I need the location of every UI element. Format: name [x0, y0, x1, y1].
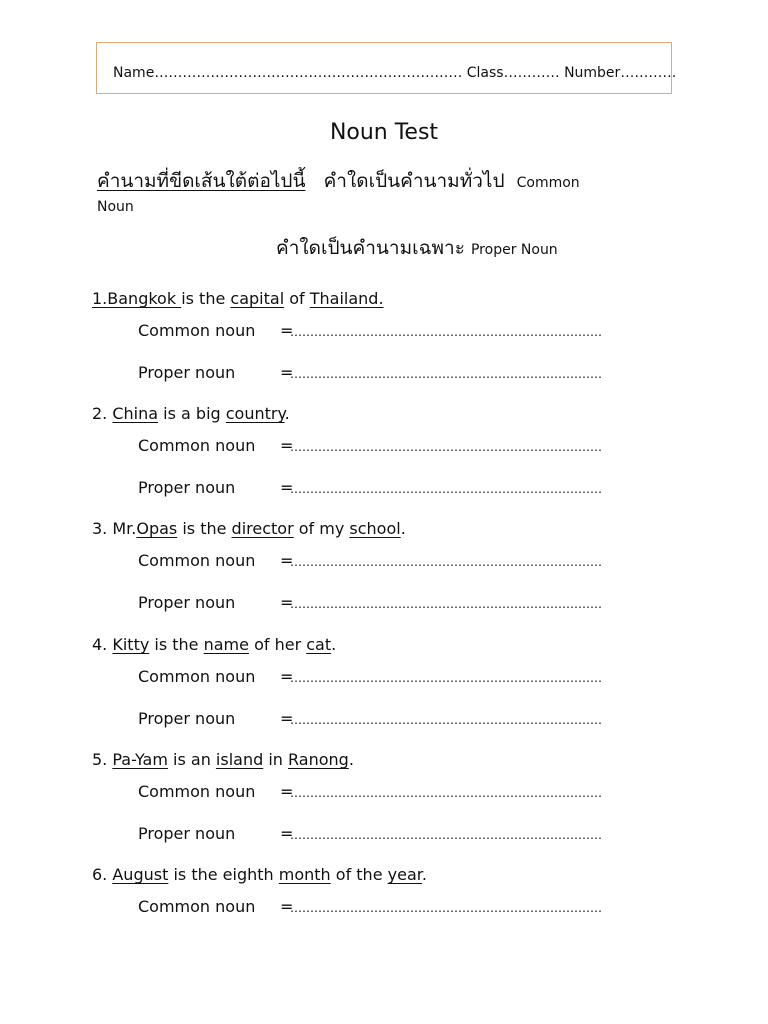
question-number: 5. [92, 750, 108, 769]
instruction-common-th: คำใดเป็นคำนามทั่วไป [323, 170, 505, 192]
question-number: 3. [92, 519, 108, 538]
underlined-noun: cat [306, 635, 332, 654]
underlined-noun: Pa-Yam [112, 750, 168, 769]
instruction-line-2: Noun [97, 199, 134, 215]
common-noun-label: Common noun [138, 436, 256, 455]
instruction-proper-en: Proper Noun [470, 242, 558, 258]
common-noun-answer-row [138, 782, 602, 801]
question-number: 2. [92, 404, 108, 423]
question-number: 4. [92, 635, 108, 654]
sentence-text: is the [181, 289, 231, 308]
question-1 [92, 289, 384, 308]
underlined-noun: name [203, 635, 249, 654]
common-noun-blank[interactable]: …………………………………………………………………… [290, 555, 602, 569]
sentence-text: . [284, 404, 290, 423]
proper-noun-blank[interactable]: …………………………………………………………………… [290, 482, 602, 496]
student-info-box [96, 42, 677, 94]
sentence-text: is a big [158, 404, 226, 423]
proper-noun-label: Proper noun [138, 593, 236, 612]
underlined-noun: Opas [136, 519, 178, 538]
sentence-text: of [284, 289, 310, 308]
underlined-noun: month [278, 865, 331, 884]
underlined-noun: Kitty [112, 635, 150, 654]
sentence-text: is the [149, 635, 204, 654]
page-title: Noun Test [329, 120, 439, 145]
question-4 [92, 635, 336, 654]
instruction-line-1 [97, 166, 580, 196]
common-noun-answer-row [138, 551, 602, 570]
name-label: Name [113, 65, 155, 81]
sentence-text: of my [293, 519, 350, 538]
proper-noun-blank[interactable]: …………………………………………………………………… [290, 828, 602, 842]
proper-noun-label: Proper noun [138, 478, 236, 497]
name-blank[interactable]: ………………………………………………………… [154, 65, 463, 81]
common-noun-label: Common noun [138, 321, 256, 340]
underlined-noun: country [225, 404, 285, 423]
sentence-text: . [331, 635, 337, 654]
underlined-noun: Bangkok [107, 289, 182, 308]
sentence-text: . [400, 519, 406, 538]
sentence-text: of her [248, 635, 307, 654]
common-noun-blank[interactable]: …………………………………………………………………… [290, 440, 602, 454]
common-noun-label: Common noun [138, 551, 256, 570]
equals-sign: = [280, 709, 294, 728]
common-noun-label: Common noun [138, 897, 256, 916]
question-2 [92, 404, 290, 423]
proper-noun-answer-row [138, 593, 602, 612]
class-label: Class [466, 65, 504, 81]
common-noun-blank[interactable]: …………………………………………………………………… [290, 901, 602, 915]
equals-sign: = [280, 551, 294, 570]
underlined-noun: August [112, 865, 169, 884]
equals-sign: = [280, 897, 294, 916]
sentence-text: of the [330, 865, 388, 884]
underlined-noun: capital [230, 289, 285, 308]
equals-sign: = [280, 321, 294, 340]
proper-noun-answer-row [138, 709, 602, 728]
equals-sign: = [280, 478, 294, 497]
question-6 [92, 865, 427, 884]
proper-noun-blank[interactable]: …………………………………………………………………… [290, 367, 602, 381]
question-3 [92, 519, 406, 538]
proper-noun-label: Proper noun [138, 824, 236, 843]
student-info-line [113, 65, 676, 81]
instruction-common-en: Common [516, 175, 580, 191]
instruction-line-3 [276, 233, 558, 263]
number-label: Number [564, 65, 621, 81]
instruction-underlined-text: คำนามที่ขีดเส้นใต้ต่อไปนี้ [97, 170, 306, 192]
proper-noun-label: Proper noun [138, 709, 236, 728]
proper-noun-blank[interactable]: …………………………………………………………………… [290, 597, 602, 611]
sentence-text: is an [167, 750, 216, 769]
sentence-text: is the eighth [168, 865, 279, 884]
proper-noun-answer-row [138, 478, 602, 497]
underlined-noun: Ranong [288, 750, 349, 769]
common-noun-blank[interactable]: …………………………………………………………………… [290, 325, 602, 339]
underlined-noun: Thailand. [309, 289, 384, 308]
underlined-noun: school [349, 519, 401, 538]
proper-noun-answer-row [138, 363, 602, 382]
number-blank[interactable]: ………… [620, 65, 677, 81]
equals-sign: = [280, 593, 294, 612]
proper-noun-label: Proper noun [138, 363, 236, 382]
sentence-text: . [421, 865, 427, 884]
question-number: 6. [92, 865, 108, 884]
common-noun-label: Common noun [138, 667, 256, 686]
common-noun-label: Common noun [138, 782, 256, 801]
class-blank[interactable]: ………… [503, 65, 560, 81]
proper-noun-blank[interactable]: …………………………………………………………………… [290, 713, 602, 727]
question-number: 1. [92, 289, 108, 308]
equals-sign: = [280, 667, 294, 686]
underlined-noun: island [215, 750, 264, 769]
common-noun-answer-row [138, 667, 602, 686]
sentence-text: is the [177, 519, 232, 538]
equals-sign: = [280, 782, 294, 801]
underlined-noun: year [387, 865, 422, 884]
proper-noun-answer-row [138, 824, 602, 843]
equals-sign: = [280, 363, 294, 382]
common-noun-answer-row [138, 897, 602, 916]
sentence-text: Mr. [107, 519, 137, 538]
common-noun-blank[interactable]: …………………………………………………………………… [290, 671, 602, 685]
equals-sign: = [280, 824, 294, 843]
underlined-noun: director [231, 519, 294, 538]
common-noun-answer-row [138, 436, 602, 455]
common-noun-answer-row [138, 321, 602, 340]
instruction-proper-th: คำใดเป็นคำนามเฉพาะ [276, 237, 465, 259]
sentence-text: . [348, 750, 354, 769]
equals-sign: = [280, 436, 294, 455]
underlined-noun: China [112, 404, 159, 423]
sentence-text: in [263, 750, 289, 769]
common-noun-blank[interactable]: …………………………………………………………………… [290, 786, 602, 800]
question-5 [92, 750, 354, 769]
